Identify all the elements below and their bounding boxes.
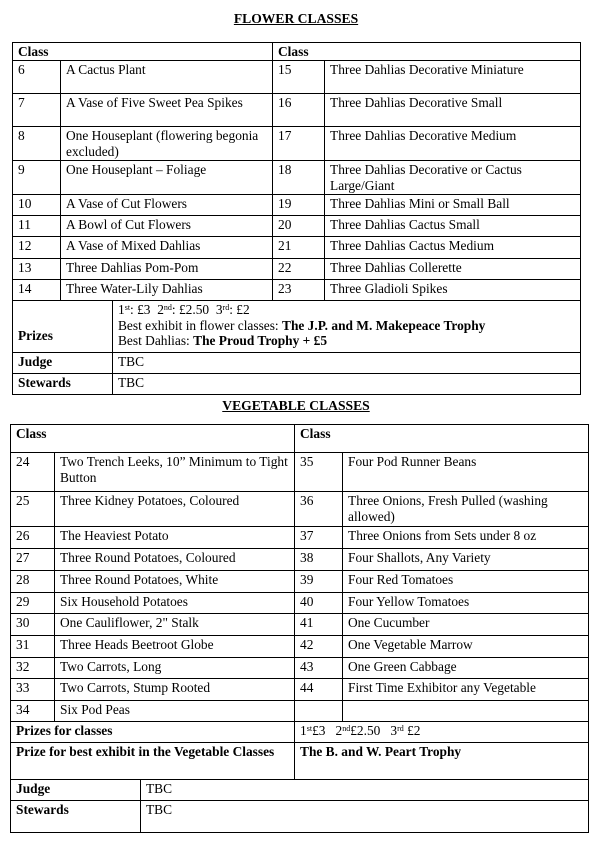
vegetable-class-row — [11, 679, 589, 701]
vegetable-class-header-right: Class — [295, 425, 589, 453]
vegetable-class-name — [343, 701, 589, 722]
vegetable-class-number: 34 — [11, 701, 55, 722]
flower-class-number: 14 — [13, 280, 61, 301]
flower-class-name: Three Dahlias Cactus Medium — [325, 237, 581, 259]
flower-class-name: Three Dahlias Decorative Medium — [325, 127, 581, 161]
flower-best-exhibit-label: Best exhibit in flower classes: — [118, 317, 283, 333]
vegetable-prize-3-amount: £2 — [403, 723, 421, 738]
flower-class-name: Three Water-Lily Dahlias — [61, 280, 273, 301]
flower-class-number: 15 — [273, 61, 325, 94]
flower-class-number: 22 — [273, 259, 325, 280]
vegetable-class-name: First Time Exhibitor any Vegetable — [343, 679, 589, 701]
vegetable-class-name: Six Pod Peas — [55, 701, 295, 722]
flower-classes-title: FLOWER CLASSES — [233, 11, 359, 26]
vegetable-class-name: Two Trench Leeks, 10” Minimum to Tight Button — [55, 453, 295, 492]
vegetable-judge-value: TBC — [141, 780, 589, 801]
flower-prizes-cell — [113, 301, 581, 353]
vegetable-class-number: 42 — [295, 636, 343, 658]
flower-prize-2-amount: : £2.50 — [171, 302, 210, 317]
vegetable-class-number: 38 — [295, 549, 343, 571]
vegetable-class-number: 29 — [11, 593, 55, 614]
vegetable-class-number: 24 — [11, 453, 55, 492]
vegetable-class-name: Three Onions from Sets under 8 oz — [343, 527, 589, 549]
vegetable-stewards-label: Stewards — [11, 801, 141, 833]
flower-best-dahlias-label: Best Dahlias: — [118, 333, 194, 349]
flower-class-row — [13, 94, 581, 127]
vegetable-class-name: The Heaviest Potato — [55, 527, 295, 549]
vegetable-prizes-label: Prizes for classes — [11, 722, 295, 743]
flower-class-number: 18 — [273, 161, 325, 195]
flower-prize-1-suffix: st — [124, 303, 131, 312]
flower-prize-1-amount: : £3 — [130, 302, 151, 317]
vegetable-prize-1-ordinal: 1 — [300, 723, 307, 738]
flower-class-number: 16 — [273, 94, 325, 127]
flower-class-row — [13, 127, 581, 161]
vegetable-stewards-value: TBC — [141, 801, 589, 833]
vegetable-class-name: Three Round Potatoes, White — [55, 571, 295, 593]
vegetable-judge-label: Judge — [11, 780, 141, 801]
flower-class-name: Three Gladioli Spikes — [325, 280, 581, 301]
vegetable-class-name: Four Yellow Tomatoes — [343, 593, 589, 614]
vegetable-class-number: 35 — [295, 453, 343, 492]
flower-class-name: Three Dahlias Mini or Small Ball — [325, 195, 581, 216]
vegetable-best-exhibit-trophy: The B. and W. Peart Trophy — [295, 743, 589, 780]
vegetable-class-number: 25 — [11, 492, 55, 527]
flower-class-number: 19 — [273, 195, 325, 216]
flower-class-name: A Bowl of Cut Flowers — [61, 216, 273, 237]
flower-best-dahlias-trophy: The Proud Trophy + £5 — [193, 333, 328, 349]
vegetable-class-number: 39 — [295, 571, 343, 593]
vegetable-class-number: 43 — [295, 658, 343, 679]
flower-table-body — [13, 43, 581, 301]
flower-class-row — [13, 237, 581, 259]
flower-class-number: 12 — [13, 237, 61, 259]
flower-prize-3-amount: : £2 — [229, 302, 250, 317]
vegetable-class-row — [11, 527, 589, 549]
flower-footer — [13, 301, 581, 395]
flower-class-name: A Cactus Plant — [61, 61, 273, 94]
flower-judge-value: TBC — [113, 353, 581, 374]
flower-class-number: 20 — [273, 216, 325, 237]
vegetable-class-name: Six Household Potatoes — [55, 593, 295, 614]
flower-class-number: 17 — [273, 127, 325, 161]
flower-class-row — [13, 195, 581, 216]
flower-class-name: Three Dahlias Collerette — [325, 259, 581, 280]
vegetable-class-number: 31 — [11, 636, 55, 658]
vegetable-class-name: Two Carrots, Long — [55, 658, 295, 679]
flower-class-row — [13, 161, 581, 195]
vegetable-class-number: 41 — [295, 614, 343, 636]
flower-class-row — [13, 280, 581, 301]
flower-class-header-left: Class — [13, 43, 273, 61]
flower-class-number: 13 — [13, 259, 61, 280]
vegetable-class-number: 33 — [11, 679, 55, 701]
vegetable-class-number: 36 — [295, 492, 343, 527]
flower-class-number: 21 — [273, 237, 325, 259]
vegetable-class-header-left: Class — [11, 425, 295, 453]
flower-class-number: 6 — [13, 61, 61, 94]
vegetable-class-number: 40 — [295, 593, 343, 614]
vegetable-class-name: Three Round Potatoes, Coloured — [55, 549, 295, 571]
vegetable-prize-3-suffix: rd — [397, 724, 404, 733]
vegetable-class-number: 32 — [11, 658, 55, 679]
flower-class-row — [13, 259, 581, 280]
flower-best-dahlias — [118, 333, 576, 349]
vegetable-class-row — [11, 549, 589, 571]
vegetable-prize-3-ordinal: 3 — [390, 723, 398, 738]
vegetable-prizes-cell — [295, 722, 589, 743]
vegetable-class-row — [11, 701, 589, 722]
flower-class-name: A Vase of Mixed Dahlias — [61, 237, 273, 259]
vegetable-prize-2-ordinal: 2 — [335, 723, 343, 738]
vegetable-class-row — [11, 614, 589, 636]
flower-judge-label: Judge — [13, 353, 113, 374]
flower-classes-table — [12, 42, 581, 395]
vegetable-class-name: Two Carrots, Stump Rooted — [55, 679, 295, 701]
vegetable-table-body — [11, 425, 589, 722]
flower-prize-1-ordinal: 1 — [118, 302, 125, 317]
flower-prize-2-ordinal: 2 — [157, 302, 164, 317]
vegetable-class-number: 30 — [11, 614, 55, 636]
vegetable-class-row — [11, 636, 589, 658]
vegetable-classes-title: VEGETABLE CLASSES — [222, 398, 370, 413]
vegetable-class-name: Four Shallots, Any Variety — [343, 549, 589, 571]
vegetable-class-name: Four Pod Runner Beans — [343, 453, 589, 492]
flower-stewards-label: Stewards — [13, 374, 113, 395]
flower-class-number: 9 — [13, 161, 61, 195]
vegetable-prize-1-suffix: st — [306, 724, 313, 733]
flower-class-number: 8 — [13, 127, 61, 161]
vegetable-class-number: 28 — [11, 571, 55, 593]
flower-class-number: 11 — [13, 216, 61, 237]
vegetable-class-name: Three Heads Beetroot Globe — [55, 636, 295, 658]
vegetable-class-name: Three Kidney Potatoes, Coloured — [55, 492, 295, 527]
vegetable-best-exhibit-label: Prize for best exhibit in the Vegetable Classes — [11, 743, 295, 780]
vegetable-class-number: 26 — [11, 527, 55, 549]
flower-class-number: 7 — [13, 94, 61, 127]
flower-stewards-value: TBC — [113, 374, 581, 395]
vegetable-footer — [11, 722, 589, 833]
vegetable-prize-2-suffix: nd — [342, 724, 351, 733]
flower-class-name: Three Dahlias Decorative Miniature — [325, 61, 581, 94]
flower-class-name: Three Dahlias Pom-Pom — [61, 259, 273, 280]
flower-class-number: 10 — [13, 195, 61, 216]
vegetable-class-number: 37 — [295, 527, 343, 549]
vegetable-class-name: One Cucumber — [343, 614, 589, 636]
vegetable-prize-2-amount: £2.50 — [350, 723, 381, 738]
flower-prizes-label: Prizes — [13, 301, 113, 353]
vegetable-class-number: 27 — [11, 549, 55, 571]
vegetable-class-number: 44 — [295, 679, 343, 701]
vegetable-class-name: Four Red Tomatoes — [343, 571, 589, 593]
flower-prize-amounts — [118, 302, 576, 318]
flower-class-row — [13, 61, 581, 94]
vegetable-class-row — [11, 492, 589, 527]
vegetable-class-name: One Green Cabbage — [343, 658, 589, 679]
flower-class-number: 23 — [273, 280, 325, 301]
vegetable-class-number — [295, 701, 343, 722]
flower-prize-3-ordinal: 3 — [215, 302, 223, 317]
vegetable-class-row — [11, 453, 589, 492]
flower-class-name: One Houseplant (flowering begonia excluded) — [61, 127, 273, 161]
vegetable-class-row — [11, 571, 589, 593]
flower-class-name: Three Dahlias Cactus Small — [325, 216, 581, 237]
vegetable-classes-table — [10, 424, 589, 833]
flower-class-name: One Houseplant – Foliage — [61, 161, 273, 195]
flower-class-name: A Vase of Cut Flowers — [61, 195, 273, 216]
flower-class-name: A Vase of Five Sweet Pea Spikes — [61, 94, 273, 127]
vegetable-class-name: One Vegetable Marrow — [343, 636, 589, 658]
flower-class-row — [13, 216, 581, 237]
flower-class-name: Three Dahlias Decorative or Cactus Large/Giant — [325, 161, 581, 195]
flower-prize-3-suffix: rd — [222, 303, 230, 312]
flower-class-header-right: Class — [273, 43, 581, 61]
vegetable-class-name: Three Onions, Fresh Pulled (washing allowed) — [343, 492, 589, 527]
flower-prize-2-suffix: nd — [163, 303, 172, 312]
flower-best-exhibit-trophy: The J.P. and M. Makepeace Trophy — [282, 317, 486, 333]
vegetable-prize-1-amount: £3 — [312, 723, 326, 738]
flower-best-exhibit — [118, 318, 576, 334]
flower-class-name: Three Dahlias Decorative Small — [325, 94, 581, 127]
vegetable-class-row — [11, 658, 589, 679]
vegetable-class-row — [11, 593, 589, 614]
vegetable-class-name: One Cauliflower, 2" Stalk — [55, 614, 295, 636]
